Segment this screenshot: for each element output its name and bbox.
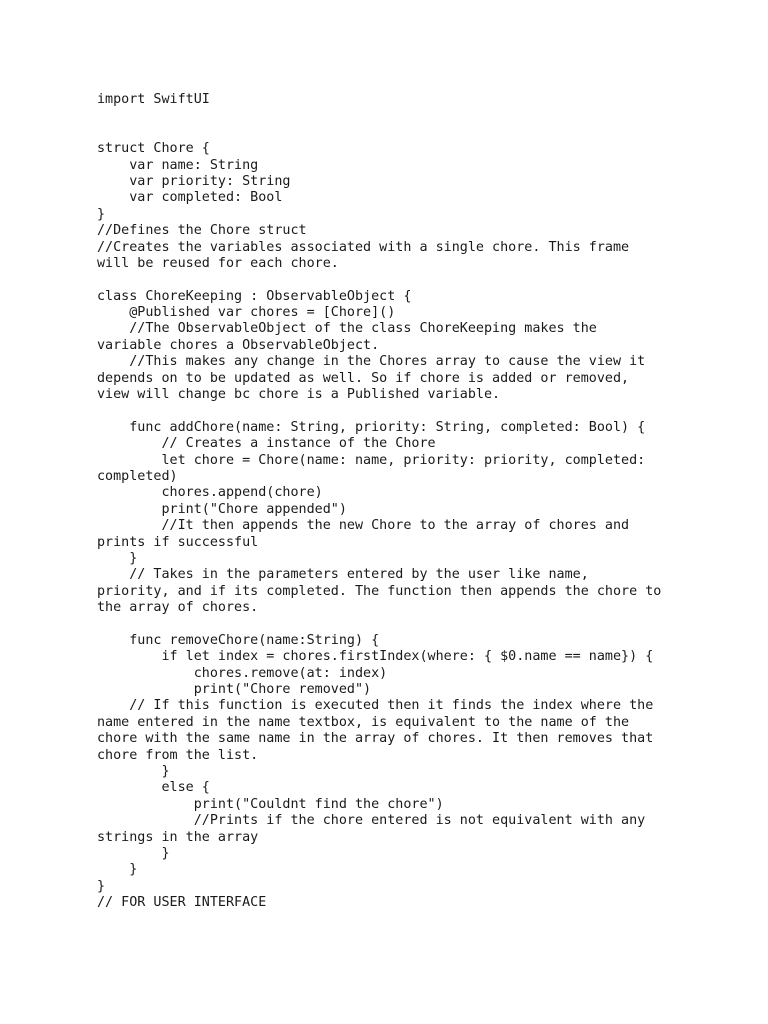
code-line — [97, 617, 697, 633]
code-line: priority, and if its completed. The function then appends the chore to — [97, 583, 662, 599]
code-line: import SwiftUI — [97, 92, 210, 107]
code-line: // Takes in the parameters entered by the user like name, — [97, 567, 589, 583]
code-line: } — [97, 862, 138, 878]
code-line: func addChore(name: String, priority: String, completed: Bool) { — [97, 419, 646, 435]
code-line: else { — [97, 780, 210, 796]
code-line: depends on to be updated as well. So if chore is added or removed, — [97, 370, 630, 386]
code-line: chore from the list. — [97, 747, 259, 763]
code-line: @Published var chores = [Chore]() — [97, 305, 396, 321]
code-line: } — [97, 878, 106, 894]
code-line: the array of chores. — [97, 600, 259, 616]
code-line: will be reused for each chore. — [97, 255, 339, 271]
code-line: strings in the array — [97, 829, 259, 845]
code-line: let chore = Chore(name: name, priority: priority, completed: — [97, 452, 646, 468]
code-line: completed) — [97, 468, 178, 484]
code-line: struct Chore { — [97, 141, 210, 157]
code-line — [97, 403, 697, 419]
code-line: var name: String — [97, 157, 259, 173]
code-line: print("Couldnt find the chore") — [97, 796, 444, 812]
code-line — [97, 108, 697, 124]
code-line: // FOR USER INTERFACE — [97, 895, 267, 911]
code-line: //It then appends the new Chore to the array of chores and — [97, 518, 630, 534]
code-line: // If this function is executed then it finds the index where the — [97, 698, 654, 714]
code-line: //Prints if the chore entered is not equivalent with any — [97, 813, 646, 829]
code-line: //Defines the Chore struct — [97, 223, 307, 239]
code-line: //Creates the variables associated with a single chore. This frame — [97, 239, 630, 255]
code-line: view will change bc chore is a Published variable. — [97, 387, 501, 403]
code-line: print("Chore removed") — [97, 682, 372, 698]
code-line — [97, 272, 697, 288]
code-line: } — [97, 764, 170, 780]
code-line: chore with the same name in the array of chores. It then removes that — [97, 731, 654, 747]
code-line: print("Chore appended") — [97, 501, 347, 517]
code-line: } — [97, 845, 170, 861]
code-line: chores.remove(at: index) — [97, 665, 388, 681]
code-line: if let index = chores.firstIndex(where: { $0.name == name}) { — [97, 649, 654, 665]
code-line: chores.append(chore) — [97, 485, 323, 501]
code-line: // Creates a instance of the Chore — [97, 436, 436, 452]
code-line: var completed: Bool — [97, 190, 283, 206]
code-line: //This makes any change in the Chores array to cause the view it — [97, 354, 646, 370]
code-line: } — [97, 206, 106, 222]
code-line: class ChoreKeeping : ObservableObject { — [97, 288, 412, 304]
code-line: } — [97, 550, 138, 566]
code-line: var priority: String — [97, 173, 291, 189]
code-block — [97, 92, 697, 912]
code-line: variable chores a ObservableObject. — [97, 337, 380, 353]
code-line: name entered in the name textbox, is equivalent to the name of the — [97, 714, 630, 730]
code-line: func removeChore(name:String) { — [97, 632, 380, 648]
code-line: prints if successful — [97, 534, 259, 550]
code-line: //The ObservableObject of the class ChoreKeeping makes the — [97, 321, 597, 337]
code-line — [97, 125, 697, 141]
